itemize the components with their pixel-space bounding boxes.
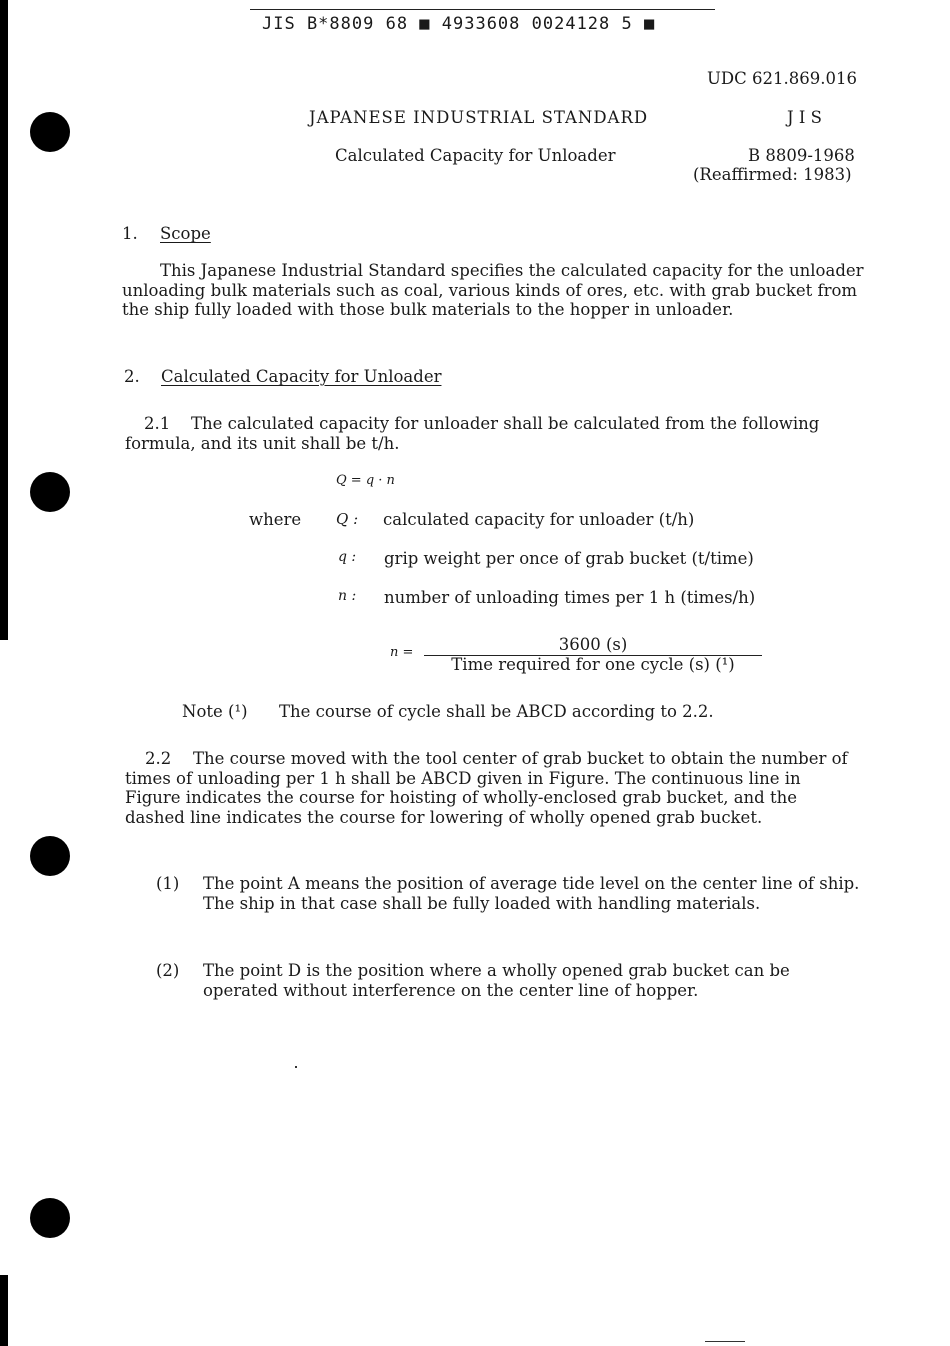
section-2-number: 2.	[124, 367, 140, 386]
org-title: JAPANESE INDUSTRIAL STANDARD	[309, 108, 649, 127]
clause-2-1-body: The calculated capacity for unloader shall be calculated from the following formula, and its unit shall be t/h.	[125, 414, 820, 453]
item-2-label: (2)	[156, 961, 180, 980]
punch-hole-4	[30, 1198, 70, 1238]
section-2-heading: Calculated Capacity for Unloader	[161, 367, 442, 386]
fraction-numerator: 3600 (s)	[558, 635, 628, 654]
scan-edge-bottom	[0, 1275, 8, 1346]
clause-2-1-text	[125, 414, 883, 453]
doc-title: Calculated Capacity for Unloader	[335, 146, 616, 165]
udc-code: UDC 621.869.016	[707, 69, 857, 88]
definition-text-q-capacity: calculated capacity for unloader (t/h)	[383, 510, 695, 529]
punch-hole-1	[30, 112, 70, 152]
item-1-text: The point A means the position of average tide level on the center line of ship. The ship in that case shall be fully loaded with handling materials.	[203, 874, 860, 913]
section-1-number: 1.	[122, 224, 138, 243]
punch-hole-3	[30, 836, 70, 876]
item-1-label: (1)	[156, 874, 180, 893]
fraction-lhs: n =	[390, 645, 414, 660]
definition-text-q-grip: grip weight per once of grab bucket (t/time)	[384, 549, 754, 568]
clause-2-1-number: 2.1	[144, 414, 171, 433]
scan-edge-top	[0, 0, 8, 640]
definition-symbol-q-grip: q :	[338, 549, 357, 565]
definition-symbol-q-capacity: Q :	[336, 510, 359, 528]
doc-number: B 8809-1968	[748, 146, 855, 165]
where-label: where	[249, 510, 302, 529]
note-text: The course of cycle shall be ABCD according to 2.2.	[279, 702, 714, 721]
clause-2-2-body: The course moved with the tool center of grab bucket to obtain the number of times of unloading per 1 h shall be ABCD given in Figure. The continuous line in Figure indicates the course for hoisting of wholly-enclosed grab bucket, and the dashed line indicates the course for lowering of wholly opened grab bucket.	[125, 749, 848, 827]
fraction-denominator: Time required for one cycle (s) (¹)	[451, 655, 735, 674]
reaffirmed-note: (Reaffirmed: 1983)	[693, 165, 852, 184]
definition-text-n: number of unloading times per 1 h (times/h)	[384, 588, 756, 607]
clause-2-2-text	[125, 749, 855, 827]
item-2-text: The point D is the position where a wholly opened grab bucket can be operated without interference on the center line of hopper.	[203, 961, 790, 1000]
definition-symbol-n: n :	[338, 588, 357, 604]
punch-hole-2	[30, 472, 70, 512]
header-code: JIS B*8809 68 ■ 4933608 0024128 5 ■	[262, 14, 656, 34]
scan-dash	[705, 1341, 745, 1342]
note-label: Note (¹)	[182, 702, 248, 721]
clause-2-2-number: 2.2	[145, 749, 172, 768]
header-rule	[250, 9, 715, 10]
section-1-text: This Japanese Industrial Standard specifies the calculated capacity for the unloader unloading bulk materials such as coal, various kinds of ores, etc. with grab bucket from the ship fully loaded with those bulk materials to the hopper in unloader.	[122, 261, 864, 319]
scan-dot	[295, 1066, 297, 1068]
section-1-heading: Scope	[160, 224, 211, 243]
jis-label: J I S	[787, 108, 822, 127]
formula: Q = q · n	[336, 473, 395, 488]
